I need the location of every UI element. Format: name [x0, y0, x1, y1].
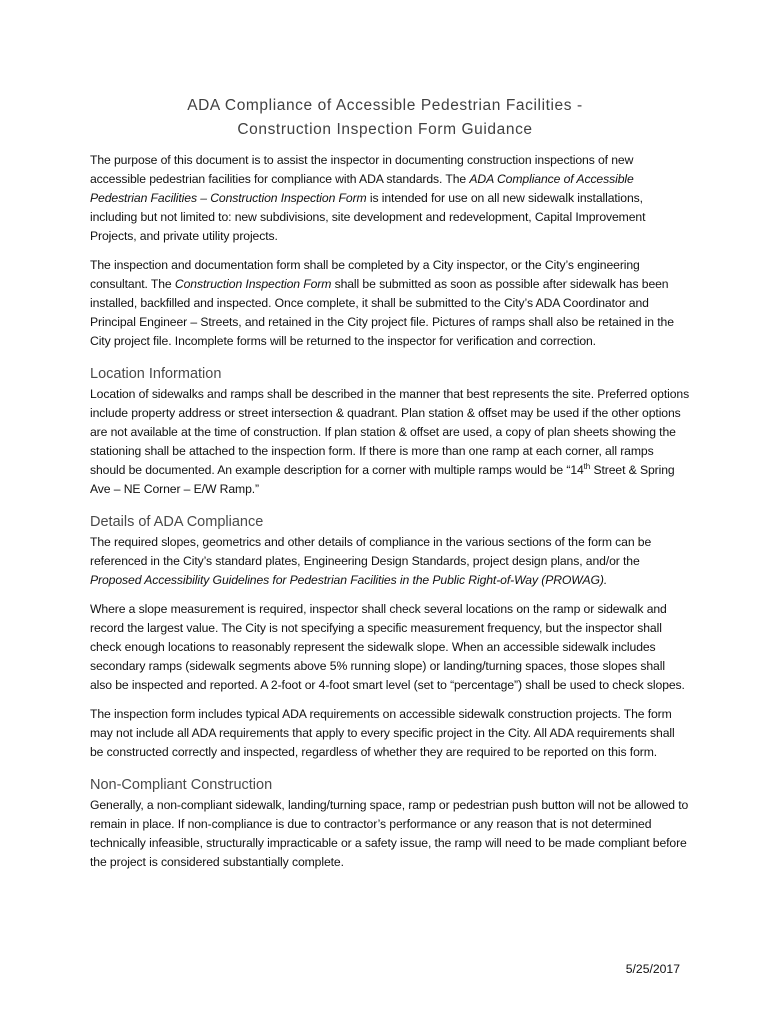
- title-line-1: ADA Compliance of Accessible Pedestrian Facilities -: [187, 97, 583, 114]
- document-date: 5/25/2017: [625, 962, 680, 976]
- title-line-2: Construction Inspection Form Guidance: [237, 121, 533, 138]
- document-body: [90, 151, 690, 882]
- details-paragraph-3: The inspection form includes typical ADA requirements on accessible sidewalk construction projects. The form may not include all ADA requirements that apply to every specific project in the City. All ADA requirements shall be constructed correctly and inspected, regardless of whether they are required to be reported on this form.: [90, 707, 675, 759]
- location-text-a: Location of sidewalks and ramps shall be described in the manner that best represents the site. Preferred options include property address or street intersection & quadrant. Plan station & offset may be used if the other options are not available at the time of construction. If plan station & offset are used, a copy of plan sheets showing the stationing shall be attached to the inspection form. If there is more than one ramp at each corner, all ramps should be documented. An example description for a corner with multiple ramps would be “14: [90, 387, 690, 477]
- location-text-b: Street & Spring Ave – NE Corner – E/W Ramp.”: [90, 463, 675, 496]
- noncompliant-paragraph: Generally, a non-compliant sidewalk, landing/turning space, ramp or pedestrian push button will not be allowed to remain in place. If non-compliance is due to contractor’s performance or any reason that is not determined technically infeasible, structurally impracticable or a safety issue, the ramp will need to be made compliant before the project is considered substantially complete.: [90, 798, 689, 869]
- intro-p2-text-a: The inspection and documentation form shall be completed by a City inspector, or the City’s engineering consultant. The: [90, 258, 640, 291]
- form-name-italic: ADA Compliance of Accessible Pedestrian Facilities – Construction Inspection Form: [90, 172, 634, 205]
- details-paragraph-1: [90, 533, 690, 590]
- noncompliant-heading: Non-Compliant Construction: [90, 777, 273, 793]
- intro-p1-text-c: is intended for use on all new sidewalk installations, including but not limited to: new subdivisions, site development and redevelopment, Capital Improvement Projects, and private utility projects.: [90, 191, 646, 243]
- details-paragraph-2: Where a slope measurement is required, inspector shall check several locations on the ramp or sidewalk and record the largest value. The City is not specifying a specific measurement frequency, but the inspector shall check enough locations to reasonably represent the sidewalk slope. When an accessible sidewalk includes secondary ramps (sidewalk segments above 5% running slope) or landing/turning spaces, those slopes shall also be inspected and reported. A 2-foot or 4-foot smart level (set to “percentage”) shall be used to check slopes.: [90, 602, 685, 692]
- intro-p1-text-a: The purpose of this document is to assist the inspector in documenting construction inspections of new accessible pedestrian facilities for compliance with ADA standards. The: [90, 153, 634, 186]
- intro-paragraph-1: [90, 151, 690, 246]
- prowag-italic: Proposed Accessibility Guidelines for Pedestrian Facilities in the Public Right-of-Way (PROWAG).: [90, 573, 608, 587]
- document-title: [0, 94, 770, 142]
- ordinal-superscript: th: [583, 461, 591, 471]
- intro-paragraph-2: [90, 256, 690, 351]
- details-p1-text-a: The required slopes, geometrics and other details of compliance in the various sections of the form can be referenced in the City’s standard plates, Engineering Design Standards, project design plans, and/or the: [90, 535, 652, 568]
- form-name-italic: Construction Inspection Form: [174, 277, 332, 291]
- location-heading: Location Information: [90, 366, 222, 382]
- details-heading: Details of ADA Compliance: [90, 514, 264, 530]
- location-paragraph: [90, 385, 690, 499]
- intro-p2-text-c: shall be submitted as soon as possible after sidewalk has been installed, backfilled and inspected. Once complete, it shall be submitted to the City’s ADA Coordinator and Principal Engineer – Streets, and retained in the City project file. Pictures of ramps shall also be retained in the City project file. Incomplete forms will be returned to the inspector for verification and correction.: [90, 277, 674, 348]
